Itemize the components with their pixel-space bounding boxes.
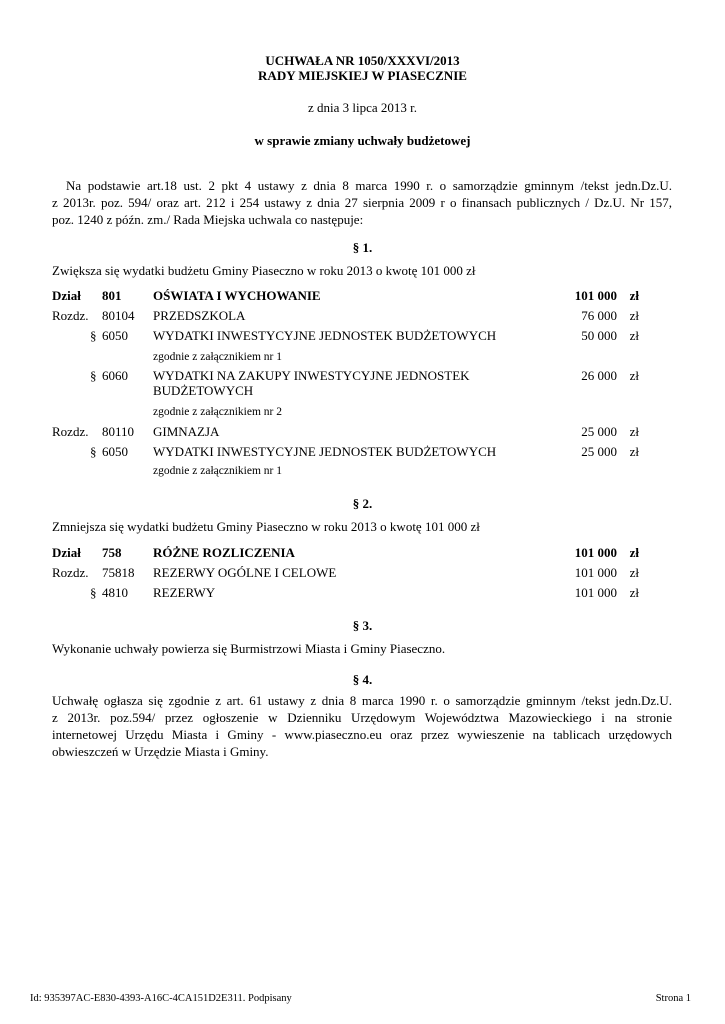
section-2-intro: Zmniejsza się wydatki budżetu Gminy Piaseczno w roku 2013 o kwotę 101 000 zł: [52, 519, 480, 534]
footer-page-number: Strona 1: [655, 993, 691, 1004]
table-row: Rozdz. 80104 PRZEDSZKOLA 76 000 zł: [52, 308, 639, 323]
table-row-note: zgodnie z załącznikiem nr 2: [153, 406, 282, 418]
title-line-1: UCHWAŁA NR 1050/XXXVI/2013: [265, 53, 460, 68]
section-4-line-3: internetowej Urzędu Miasta i Gminy - www.piaseczno.eu oraz przez wywieszenie na tablicach urzędowych: [52, 727, 672, 742]
table-row: § 6060 WYDATKI NA ZAKUPY INWESTYCYJNE JEDNOSTEK BUDŻETOWYCH 26 000 zł: [90, 368, 639, 398]
table-row: Dział 758 RÓŻNE ROZLICZENIA 101 000 zł: [52, 545, 639, 560]
table-row: Dział 801 OŚWIATA I WYCHOWANIE 101 000 zł: [52, 288, 639, 303]
section-4-heading: § 4.: [352, 672, 373, 687]
preamble-line-1: Na podstawie art.18 ust. 2 pkt 4 ustawy z dnia 8 marca 1990 r. o samorządzie gminnym /tekst jedn.Dz.U.: [66, 178, 672, 193]
section-4-line-4: obwieszczeń w Urzędzie Miasta i Gminy.: [52, 744, 269, 759]
section-4-line-2: z 2013r. poz.594/ przez ogłoszenie w Dzienniku Urzędowym Województwa Mazowieckiego i na stronie: [52, 710, 672, 725]
footer-document-id: Id: 935397AC-E830-4393-A16C-4CA151D2E311. Podpisany: [30, 993, 292, 1004]
section-1-heading: § 1.: [352, 240, 373, 255]
resolution-subject: w sprawie zmiany uchwały budżetowej: [254, 133, 471, 148]
table-row: § 6050 WYDATKI INWESTYCYJNE JEDNOSTEK BUDŻETOWYCH 25 000 zł: [90, 444, 639, 459]
section-3-text: Wykonanie uchwały powierza się Burmistrzowi Miasta i Gminy Piaseczno.: [52, 641, 446, 656]
section-3-heading: § 3.: [352, 618, 373, 633]
table-row-note: zgodnie z załącznikiem nr 1: [153, 465, 282, 477]
preamble-line-2: z 2013r. poz. 594/ oraz art. 212 i 254 ustawy z dnia 27 sierpnia 2009 r o finansach publicznych / Dz.U. Nr 157,: [52, 195, 672, 210]
table-row-note: zgodnie z załącznikiem nr 1: [153, 351, 282, 363]
table-row: § 6050 WYDATKI INWESTYCYJNE JEDNOSTEK BUDŻETOWYCH 50 000 zł: [90, 328, 639, 343]
section-2-heading: § 2.: [352, 496, 373, 511]
section-4-line-1: Uchwałę ogłasza się zgodnie z art. 61 ustawy z dnia 8 marca 1990 r. o samorządzie gminnym /tekst jedn.Dz.U.: [52, 693, 672, 708]
section-4-text: [52, 692, 672, 760]
section-1-intro: Zwiększa się wydatki budżetu Gminy Piaseczno w roku 2013 o kwotę 101 000 zł: [52, 263, 476, 278]
table-row: Rozdz. 75818 REZERWY OGÓLNE I CELOWE 101 000 zł: [52, 565, 639, 580]
preamble-line-3: poz. 1240 z późn. zm./ Rada Miejska uchwala co następuje:: [52, 212, 364, 227]
preamble: [52, 177, 672, 228]
title-line-2: RADY MIEJSKIEJ W PIASECZNIE: [258, 68, 467, 83]
table-row: Rozdz. 80110 GIMNAZJA 25 000 zł: [52, 424, 639, 439]
resolution-date: z dnia 3 lipca 2013 r.: [307, 100, 418, 115]
table-row: § 4810 REZERWY 101 000 zł: [90, 585, 639, 600]
